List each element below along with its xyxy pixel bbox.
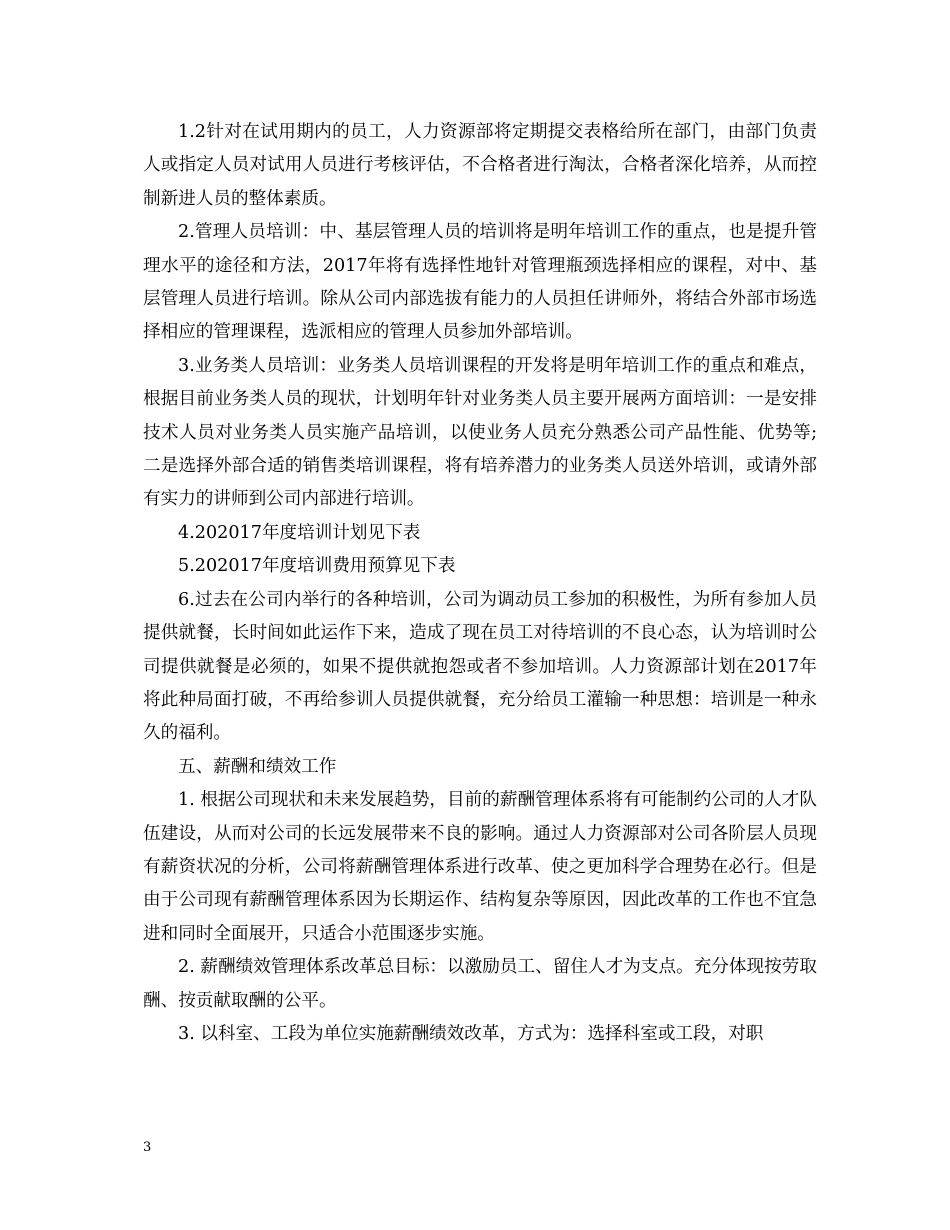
paragraph-compensation-current-state: 1. 根据公司现状和未来发展趋势，目前的薪酬管理体系将有可能制约公司的人才队伍建设，从而对公司的长远发展带来不良的影响。通过人力资源部对公司各阶层人员现有薪资状况的分析，公司将薪酬管理体系进行改革、使之更加科学合理势在必行。但是由于公司现有薪酬管理体系因为长期运作、结构复杂等原因，因此改革的工作也不宜急进和同时全面展开，只适合小范围逐步实施。 (143, 790, 817, 944)
paragraph-training-meals: 6.过去在公司内举行的各种培训，公司为调动员工参加的积极性，为所有参加人员提供就餐，长时间如此运作下来，造成了现在员工对待培训的不良心态，认为培训时公司提供就餐是必须的，如果不提供就抱怨或者不参加培训。人力资源部计划在2017年将此种局面打破，不再给参训人员提供就餐，充分给员工灌输一种思想：培训是一种永久的福利。 (143, 589, 817, 744)
paragraph-compensation-goal: 2. 薪酬绩效管理体系改革总目标：以激励员工、留住人才为支点。充分体现按劳取酬、按贡献取酬的公平。 (143, 957, 817, 1011)
paragraph-training-budget: 5.202017年度培训费用预算见下表 (178, 556, 456, 577)
document-body (143, 116, 817, 1051)
paragraph-management-training: 2.管理人员培训：中、基层管理人员的培训将是明年培训工作的重点，也是提升管理水平的途径和方法，2017年将有选择性地针对管理瓶颈选择相应的课程，对中、基层管理人员进行培训。除从公司内部选拔有能力的人员担任讲师外，将结合外部市场选择相应的管理课程，选派相应的管理人员参加外部培训。 (143, 222, 817, 343)
paragraph-compensation-reform-method: 3. 以科室、工段为单位实施薪酬绩效改革，方式为：选择科室或工段，对职 (178, 1023, 764, 1044)
paragraph-business-staff-training: 3.业务类人员培训：业务类人员培训课程的开发将是明年培训工作的重点和难点，根据目前业务类人员的现状，计划明年针对业务类人员主要开展两方面培训：一是安排技术人员对业务类人员实施产品培训，以使业务人员充分熟悉公司产品性能、优势等;二是选择外部合适的销售类培训课程，将有培养潜力的业务类人员送外培训，或请外部有实力的讲师到公司内部进行培训。 (143, 355, 817, 510)
paragraph-training-plan: 4.202017年度培训计划见下表 (178, 522, 421, 543)
section-heading-compensation: 五、薪酬和绩效工作 (178, 756, 337, 777)
paragraph-probation-assessment: 1.2针对在试用期内的员工，人力资源部将定期提交表格给所在部门，由部门负责人或指定人员对试用人员进行考核评估，不合格者进行淘汰，合格者深化培养，从而控制新进人员的整体素质。 (143, 122, 817, 209)
page-number: 3 (143, 1140, 152, 1155)
